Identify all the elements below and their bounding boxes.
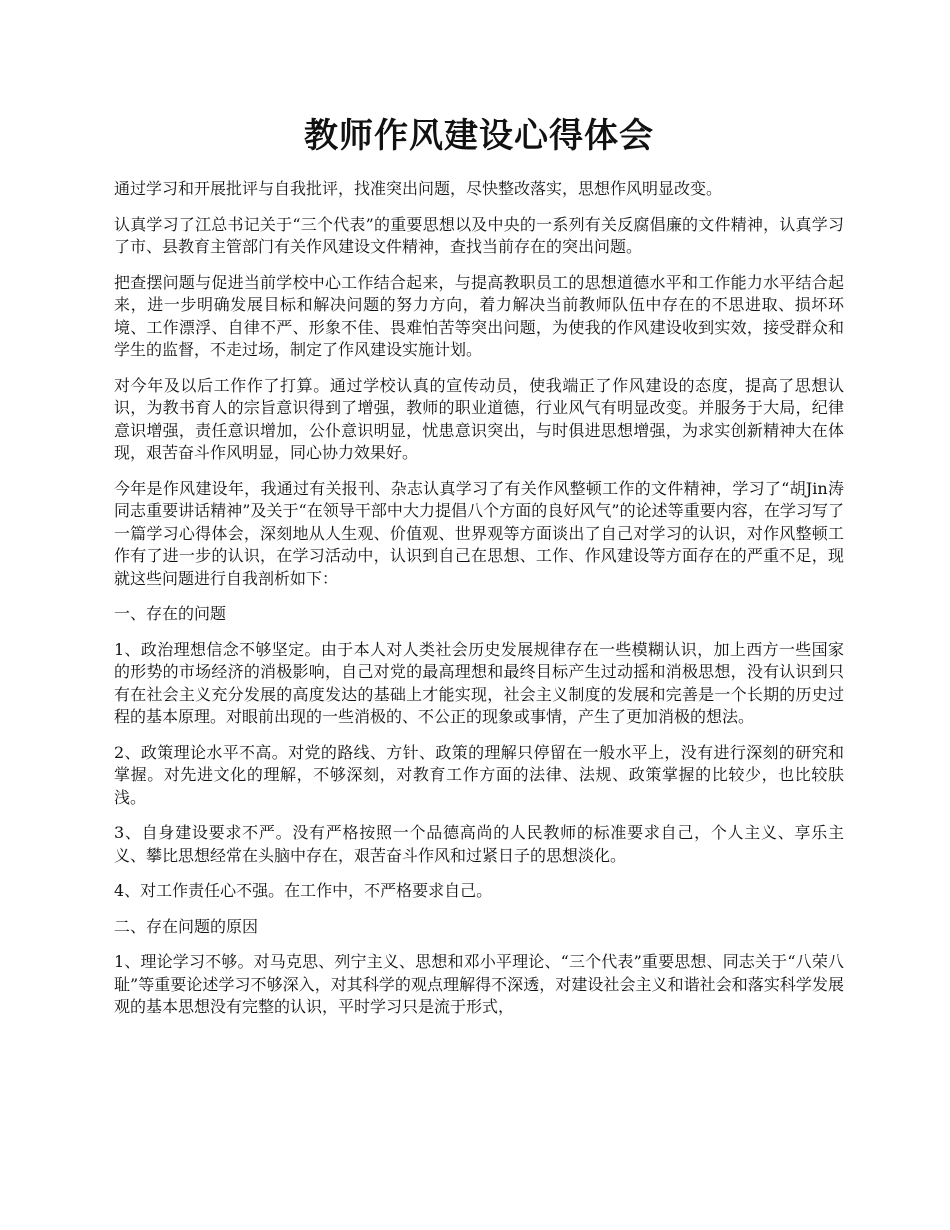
section-heading-causes: 二、存在问题的原因	[114, 916, 259, 936]
paragraph-plan: 对今年及以后工作作了打算。通过学校认真的宣传动员，使我端正了作风建设的态度，提高了思想认识，为教书育人的宗旨意识得到了增强，教师的职业道德，行业风气有明显改变。并服务于大局，纪律意识增强，责任意识增加，公仆意识明显，忧患意识突出，与时俱进思想增强，为求实创新精神大在体现，艰苦奋斗作风明显，同心协力效果好。	[114, 375, 844, 462]
list-item: 4、对工作责任心不强。在工作中，不严格要求自己。	[114, 881, 493, 900]
list-item: 3、自身建设要求不严。没有严格按照一个品德高尚的人民教师的标准要求自己，个人主义、享乐主义、攀比思想经常在头脑中存在，艰苦奋斗作风和过紧日子的思想淡化。	[114, 823, 844, 865]
list-item: 2、政策理论水平不高。对党的路线、方针、政策的理解只停留在一般水平上，没有进行深刻的研究和掌握。对先进文化的理解，不够深刻，对教育工作方面的法律、法规、政策掌握的比较少，也比较肤浅。	[114, 742, 844, 807]
document-title: 教师作风建设心得体会	[304, 116, 654, 156]
section-heading-existing-problems: 一、存在的问题	[114, 604, 227, 623]
document-page	[114, 112, 844, 1032]
paragraph-self-analysis: 今年是作风建设年，我通过有关报刊、杂志认真学习了有关作风整顿工作的文件精神，学习了“胡Jin涛同志重要讲话精神”及关于“在领导干部中大力提倡八个方面的良好风气”的论述等重要内容，在学习写了一篇学习心得体会，深刻地从人生观、价值观、世界观等方面谈出了自己对学习的认识，对作风整顿工作有了进一步的认识，在学习活动中，认识到自己在思想、工作、作风建设等方面存在的严重不足，现就这些问题进行自我剖析如下：	[114, 478, 844, 588]
paragraph-study: 认真学习了江总书记关于“三个代表”的重要思想以及中央的一系列有关反腐倡廉的文件精神，认真学习了市、县教育主管部门有关作风建设文件精神，查找当前存在的突出问题。	[114, 214, 844, 256]
list-item: 1、理论学习不够。对马克思、列宁主义、思想和邓小平理论、“三个代表”重要思想、同志关于“八荣八耻”等重要论述学习不够深入，对其科学的观点理解得不深透，对建设社会主义和谐社会和落实科学发展观的基本思想没有完整的认识，平时学习只是流于形式，	[114, 952, 844, 1016]
paragraph-intro: 通过学习和开展批评与自我批评，找准突出问题，尽快整改落实，思想作风明显改变。	[114, 179, 723, 198]
list-item: 1、政治理想信念不够坚定。由于本人对人类社会历史发展规律存在一些模糊认识，加上西方一些国家的形势的市场经济的消极影响，自己对党的最高理想和最终目标产生过动摇和消极思想，没有认识到只有在社会主义充分发展的高度发达的基础上才能实现，社会主义制度的发展和完善是一个长期的历史过程的基本原理。对眼前出现的一些消极的、不公正的现象或事情，产生了更加消极的想法。	[114, 639, 844, 726]
paragraph-problems: 把查摆问题与促进当前学校中心工作结合起来，与提高教职员工的思想道德水平和工作能力水平结合起来，进一步明确发展目标和解决问题的努力方向，着力解决当前教师队伍中存在的不思进取、损坏环境、工作漂浮、自律不严、形象不佳、畏难怕苦等突出问题，为使我的作风建设收到实效，接受群众和学生的监督，不走过场，制定了作风建设实施计划。	[114, 272, 844, 359]
